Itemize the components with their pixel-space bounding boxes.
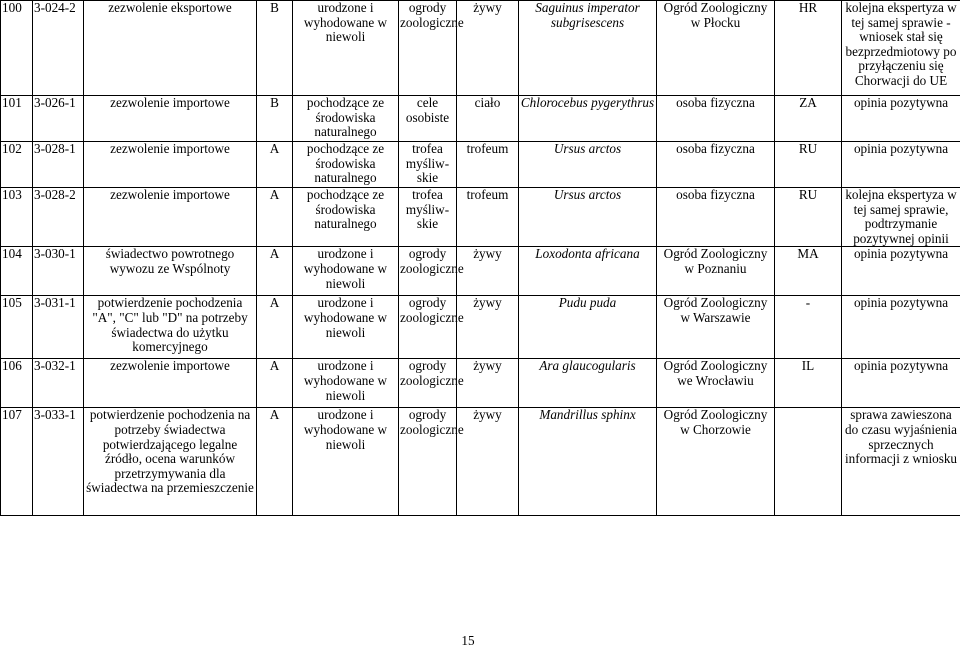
species-cell: Ursus arctos — [519, 142, 657, 188]
table-row — [1, 1, 960, 96]
page-number: 15 — [461, 633, 475, 648]
table-row — [1, 359, 960, 408]
species-cell: Chlorocebus pygerythrus — [519, 96, 657, 142]
specimen-form-cell: żywy — [457, 247, 519, 296]
specimen-form-cell: trofeum — [457, 142, 519, 188]
table-row — [1, 296, 960, 359]
recipient-cell: Ogród Zoologiczny we Wrocławiu — [657, 359, 775, 408]
case-id-cell: 3-031-1 — [33, 296, 84, 359]
opinion-cell: sprawa zawieszona do czasu wyjaśnienia sprzecznych informacji z wniosku — [842, 408, 960, 516]
recipient-cell: osoba fizyczna — [657, 96, 775, 142]
annex-cell: A — [257, 408, 293, 516]
opinion-cell: opinia pozytywna — [842, 247, 960, 296]
specimen-form-cell: żywy — [457, 296, 519, 359]
origin-cell: urodzone i wyhodowane w niewoli — [293, 408, 399, 516]
origin-cell: urodzone i wyhodowane w niewoli — [293, 359, 399, 408]
opinion-cell: kolejna ekspertyza w tej samej sprawie - wniosek stał się bezprzedmiotowy po przyłączeniu się Chorwacji do UE — [842, 1, 960, 96]
annex-cell: A — [257, 142, 293, 188]
origin-cell: urodzone i wyhodowane w niewoli — [293, 247, 399, 296]
species-cell: Saguinus imperator subgrisescens — [519, 1, 657, 96]
country-cell: IL — [775, 359, 842, 408]
row-number-cell: 103 — [1, 188, 33, 247]
species-cell: Mandrillus sphinx — [519, 408, 657, 516]
country-cell: RU — [775, 142, 842, 188]
purpose-cell: ogrody zoologiczne — [399, 408, 457, 516]
case-id-cell: 3-026-1 — [33, 96, 84, 142]
row-number-cell: 106 — [1, 359, 33, 408]
opinion-cell: opinia pozytywna — [842, 296, 960, 359]
opinion-cell: opinia pozytywna — [842, 96, 960, 142]
opinion-cell: kolejna ekspertyza w tej samej sprawie, podtrzymanie pozytywnej opinii — [842, 188, 960, 247]
row-number-cell: 105 — [1, 296, 33, 359]
origin-cell: urodzone i wyhodowane w niewoli — [293, 1, 399, 96]
country-cell: HR — [775, 1, 842, 96]
annex-cell: A — [257, 296, 293, 359]
recipient-cell: Ogród Zoologiczny w Chorzowie — [657, 408, 775, 516]
document-type-cell: świadectwo powrotnego wywozu ze Wspólnoty — [84, 247, 257, 296]
recipient-cell: Ogród Zoologiczny w Poznaniu — [657, 247, 775, 296]
annex-cell: A — [257, 247, 293, 296]
document-type-cell: zezwolenie eksportowe — [84, 1, 257, 96]
annex-cell: A — [257, 188, 293, 247]
recipient-cell: osoba fizyczna — [657, 142, 775, 188]
case-id-cell: 3-032-1 — [33, 359, 84, 408]
purpose-cell: trofea myśliw-skie — [399, 188, 457, 247]
table-row — [1, 96, 960, 142]
table-row — [1, 408, 960, 516]
origin-cell: pochodzące ze środowiska naturalnego — [293, 96, 399, 142]
document-type-cell: potwierdzenie pochodzenia "A", "C" lub "D" na potrzeby świadectwa do użytku komercyjnego — [84, 296, 257, 359]
origin-cell: pochodzące ze środowiska naturalnego — [293, 188, 399, 247]
purpose-cell: trofea myśliw-skie — [399, 142, 457, 188]
specimen-form-cell: żywy — [457, 408, 519, 516]
document-type-cell: potwierdzenie pochodzenia na potrzeby świadectwa potwierdzającego legalne źródło, ocena warunków przetrzymywania dla świadectwa na przemieszczenie — [84, 408, 257, 516]
country-cell: - — [775, 296, 842, 359]
country-cell: MA — [775, 247, 842, 296]
species-cell: Ara glaucogularis — [519, 359, 657, 408]
document-type-cell: zezwolenie importowe — [84, 359, 257, 408]
annex-cell: A — [257, 359, 293, 408]
annex-cell: B — [257, 1, 293, 96]
specimen-form-cell: żywy — [457, 1, 519, 96]
recipient-cell: Ogród Zoologiczny w Płocku — [657, 1, 775, 96]
species-cell: Ursus arctos — [519, 188, 657, 247]
document-type-cell: zezwolenie importowe — [84, 142, 257, 188]
document-type-cell: zezwolenie importowe — [84, 96, 257, 142]
case-id-cell: 3-024-2 — [33, 1, 84, 96]
species-cell: Loxodonta africana — [519, 247, 657, 296]
species-cell: Pudu puda — [519, 296, 657, 359]
specimen-form-cell: ciało — [457, 96, 519, 142]
case-id-cell: 3-028-1 — [33, 142, 84, 188]
annex-cell: B — [257, 96, 293, 142]
country-cell — [775, 408, 842, 516]
specimen-form-cell: żywy — [457, 359, 519, 408]
document-type-cell: zezwolenie importowe — [84, 188, 257, 247]
purpose-cell: ogrody zoologiczne — [399, 247, 457, 296]
table-row — [1, 142, 960, 188]
case-id-cell: 3-033-1 — [33, 408, 84, 516]
table-row — [1, 188, 960, 247]
purpose-cell: ogrody zoologiczne — [399, 359, 457, 408]
table-row — [1, 247, 960, 296]
row-number-cell: 107 — [1, 408, 33, 516]
recipient-cell: Ogród Zoologiczny w Warszawie — [657, 296, 775, 359]
purpose-cell: ogrody zoologiczne — [399, 296, 457, 359]
origin-cell: urodzone i wyhodowane w niewoli — [293, 296, 399, 359]
purpose-cell: ogrody zoologiczne — [399, 1, 457, 96]
row-number-cell: 104 — [1, 247, 33, 296]
case-id-cell: 3-030-1 — [33, 247, 84, 296]
country-cell: RU — [775, 188, 842, 247]
row-number-cell: 101 — [1, 96, 33, 142]
row-number-cell: 102 — [1, 142, 33, 188]
country-cell: ZA — [775, 96, 842, 142]
origin-cell: pochodzące ze środowiska naturalnego — [293, 142, 399, 188]
specimen-form-cell: trofeum — [457, 188, 519, 247]
purpose-cell: cele osobiste — [399, 96, 457, 142]
recipient-cell: osoba fizyczna — [657, 188, 775, 247]
row-number-cell: 100 — [1, 1, 33, 96]
opinion-cell: opinia pozytywna — [842, 359, 960, 408]
opinion-cell: opinia pozytywna — [842, 142, 960, 188]
case-id-cell: 3-028-2 — [33, 188, 84, 247]
